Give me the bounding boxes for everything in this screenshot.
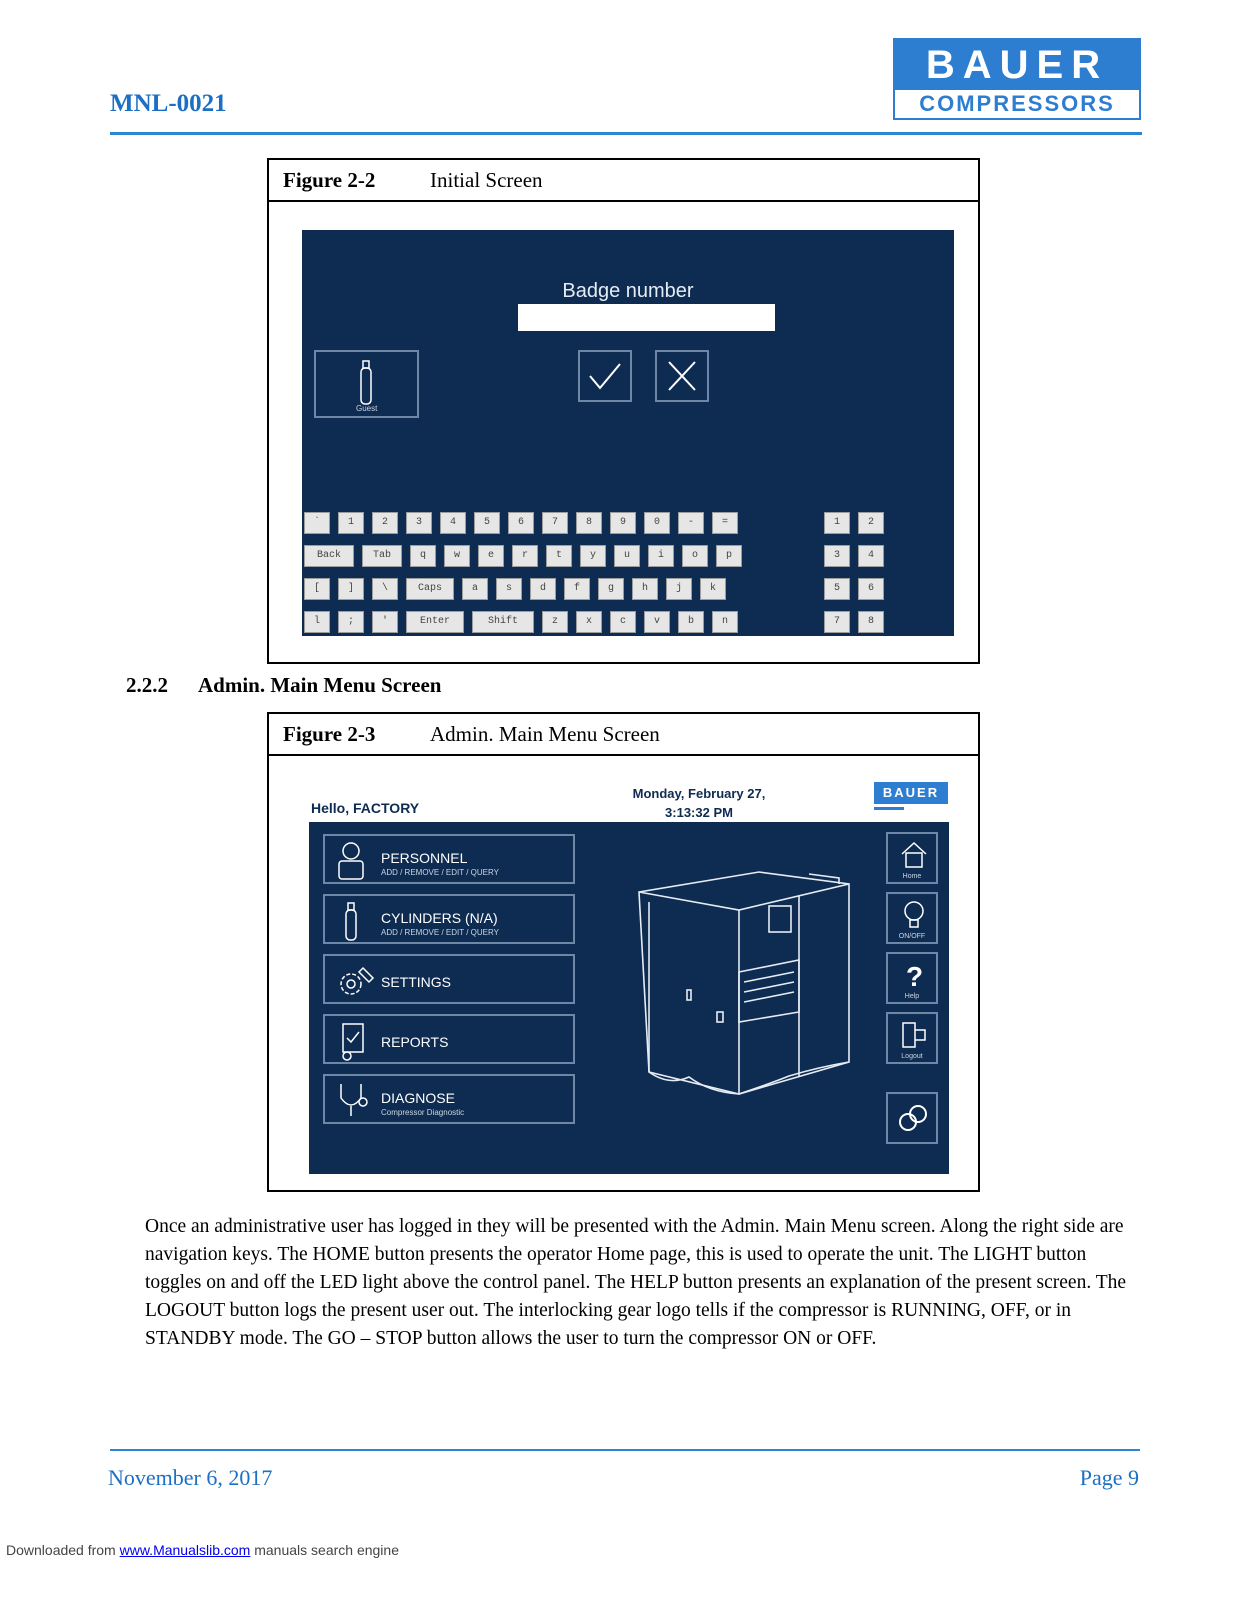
keyboard-key[interactable]: ` [304, 512, 330, 534]
keyboard-key[interactable]: w [444, 545, 470, 567]
menu-title: SETTINGS [381, 974, 452, 990]
nav-label: Help [904, 993, 920, 1000]
keyboard-key[interactable]: \ [372, 578, 398, 600]
keyboard-key[interactable]: ' [372, 611, 398, 633]
keyboard-key[interactable]: 0 [644, 512, 670, 534]
x-icon [657, 352, 707, 400]
section-title: Admin. Main Menu Screen [198, 673, 442, 697]
keyboard-key[interactable]: ] [338, 578, 364, 600]
date-line: Monday, February 27, [632, 786, 766, 801]
badge-label: Badge number [562, 280, 694, 302]
keyboard-key[interactable]: v [644, 611, 670, 633]
compressor-illustration [629, 862, 859, 1112]
numpad-key[interactable]: 8 [858, 611, 884, 633]
keyboard-key[interactable]: ; [338, 611, 364, 633]
menu-title: CYLINDERS (N/A) [381, 910, 498, 926]
numpad-key[interactable]: 5 [824, 578, 850, 600]
keyboard-key[interactable]: 4 [440, 512, 466, 534]
footer-date: November 6, 2017 [108, 1465, 273, 1490]
numpad-key[interactable]: 3 [824, 545, 850, 567]
go-stop-button[interactable] [886, 1092, 938, 1144]
menu-subtitle: ADD / REMOVE / EDIT / QUERY [381, 928, 499, 937]
keyboard-key[interactable]: Shift [472, 611, 534, 633]
menu-title: PERSONNEL [381, 850, 468, 866]
help-button[interactable] [886, 952, 938, 1004]
page-number: Page 9 [1079, 1465, 1139, 1490]
download-suffix: manuals search engine [250, 1542, 399, 1558]
figure-number: Figure 2-2 [283, 167, 376, 192]
light-button[interactable] [886, 892, 938, 944]
on-screen-keyboard [302, 512, 954, 636]
keyboard-key[interactable]: 9 [610, 512, 636, 534]
logout-icon [900, 1020, 928, 1050]
keyboard-key[interactable]: k [700, 578, 726, 600]
reports-button[interactable] [323, 1014, 575, 1064]
menu-title: DIAGNOSE [381, 1090, 455, 1106]
checkmark-icon [580, 352, 630, 400]
person-icon [333, 840, 373, 882]
mini-logo-wordmark: BAUER [874, 782, 948, 804]
bauer-mini-logo [874, 782, 948, 818]
guest-label: Guest [356, 404, 378, 413]
mini-logo-bar [874, 807, 904, 810]
keyboard-key[interactable]: i [648, 545, 674, 567]
keyboard-key[interactable]: = [712, 512, 738, 534]
keyboard-key[interactable]: d [530, 578, 556, 600]
cancel-button[interactable] [655, 350, 709, 402]
nav-label: Logout [901, 1053, 923, 1060]
cylinders-button[interactable] [323, 894, 575, 944]
svg-text:?: ? [906, 961, 924, 992]
interlocking-gear-icon [898, 1102, 928, 1136]
document-id: MNL-0021 [110, 90, 227, 117]
keyboard-key[interactable]: 3 [406, 512, 432, 534]
figure-2-3 [267, 712, 980, 1192]
menu-subtitle: ADD / REMOVE / EDIT / QUERY [381, 868, 499, 877]
keyboard-key[interactable]: n [712, 611, 738, 633]
keyboard-key[interactable]: e [478, 545, 504, 567]
hello-greeting: Hello, FACTORY [311, 800, 420, 816]
body-paragraph: Once an administrative user has logged in they will be presented with the Admin. Main Menu screen. Along the right side are navigation keys. The HOME button presents the operator Home page, this is used to operate the unit. The LIGHT button toggles on and off the LED light above the control panel. The HELP button presents an explanation of the present screen. The LOGOUT button logs the present user out. The interlocking gear logo tells if the compressor is RUNNING, OFF, or in STANDBY mode. The GO – STOP button allows the user to turn the compressor ON or OFF. [145, 1216, 1127, 1349]
question-icon [900, 960, 928, 992]
logo-wordmark: BAUER [895, 40, 1139, 90]
keyboard-key[interactable]: l [304, 611, 330, 633]
cylinder-icon [356, 358, 376, 408]
keyboard-key[interactable]: x [576, 611, 602, 633]
keyboard-key[interactable]: u [614, 545, 640, 567]
keyboard-key[interactable]: t [546, 545, 572, 567]
figure-caption [269, 714, 978, 756]
home-icon [900, 840, 928, 870]
footer-rule [110, 1449, 1140, 1451]
keyboard-key[interactable]: s [496, 578, 522, 600]
nav-label: ON/OFF [898, 933, 926, 940]
gears-icon [333, 960, 381, 1002]
dashboard-panel [309, 822, 949, 1174]
settings-button[interactable] [323, 954, 575, 1004]
keyboard-key[interactable]: y [580, 545, 606, 567]
header-rule [110, 132, 1142, 135]
date-time [609, 784, 789, 822]
ok-button[interactable] [578, 350, 632, 402]
keyboard-key[interactable]: q [410, 545, 436, 567]
keyboard-key[interactable]: f [564, 578, 590, 600]
initial-screen [302, 230, 954, 636]
keyboard-key[interactable]: g [598, 578, 624, 600]
download-prefix: Downloaded from [6, 1542, 116, 1558]
keyboard-key[interactable]: Tab [362, 545, 402, 567]
bauer-logo [893, 38, 1141, 120]
keyboard-key[interactable]: c [610, 611, 636, 633]
keyboard-key[interactable]: o [682, 545, 708, 567]
keyboard-key[interactable]: [ [304, 578, 330, 600]
keyboard-key[interactable]: h [632, 578, 658, 600]
badge-number-input[interactable] [518, 304, 775, 331]
keyboard-key[interactable]: 6 [508, 512, 534, 534]
figure-2-2 [267, 158, 980, 664]
numpad-key[interactable]: 7 [824, 611, 850, 633]
report-icon [333, 1020, 373, 1062]
figure-number: Figure 2-3 [283, 721, 376, 746]
time-line: 3:13:32 PM [665, 805, 733, 820]
keyboard-key[interactable]: r [512, 545, 538, 567]
keyboard-key[interactable]: Enter [406, 611, 464, 633]
figure-title: Initial Screen [430, 167, 543, 192]
figure-caption [269, 160, 978, 202]
stethoscope-icon [333, 1080, 373, 1122]
keyboard-key[interactable]: b [678, 611, 704, 633]
menu-title: REPORTS [381, 1034, 449, 1050]
diagnose-button[interactable] [323, 1074, 575, 1124]
download-notice [6, 1542, 399, 1558]
keyboard-key[interactable]: 5 [474, 512, 500, 534]
lightbulb-icon [900, 900, 928, 930]
keyboard-key[interactable]: 1 [338, 512, 364, 534]
numpad-key[interactable]: 4 [858, 545, 884, 567]
personnel-button[interactable] [323, 834, 575, 884]
keyboard-key[interactable]: 8 [576, 512, 602, 534]
keyboard-key[interactable]: Caps [406, 578, 454, 600]
figure-title: Admin. Main Menu Screen [430, 721, 660, 746]
keyboard-key[interactable]: 2 [372, 512, 398, 534]
cylinder-icon [333, 900, 373, 942]
logout-button[interactable] [886, 1012, 938, 1064]
menu-subtitle: Compressor Diagnostic [381, 1108, 465, 1117]
section-number: 2.2.2 [126, 673, 168, 697]
keyboard-key[interactable]: a [462, 578, 488, 600]
keyboard-key[interactable]: 7 [542, 512, 568, 534]
logo-subtitle: COMPRESSORS [919, 91, 1115, 116]
numpad-key[interactable]: 1 [824, 512, 850, 534]
keyboard-key[interactable]: Back [304, 545, 354, 567]
admin-main-menu-screen [269, 758, 978, 1189]
keyboard-key[interactable]: p [716, 545, 742, 567]
numpad-key[interactable]: 2 [858, 512, 884, 534]
manualslib-link[interactable]: www.Manualslib.com [119, 1542, 251, 1558]
nav-label: Home [902, 873, 922, 880]
keyboard-key[interactable]: j [666, 578, 692, 600]
guest-button[interactable] [314, 350, 419, 418]
keyboard-key[interactable]: z [542, 611, 568, 633]
keyboard-key[interactable]: - [678, 512, 704, 534]
section-heading [126, 673, 441, 698]
home-button[interactable] [886, 832, 938, 884]
numpad-key[interactable]: 6 [858, 578, 884, 600]
